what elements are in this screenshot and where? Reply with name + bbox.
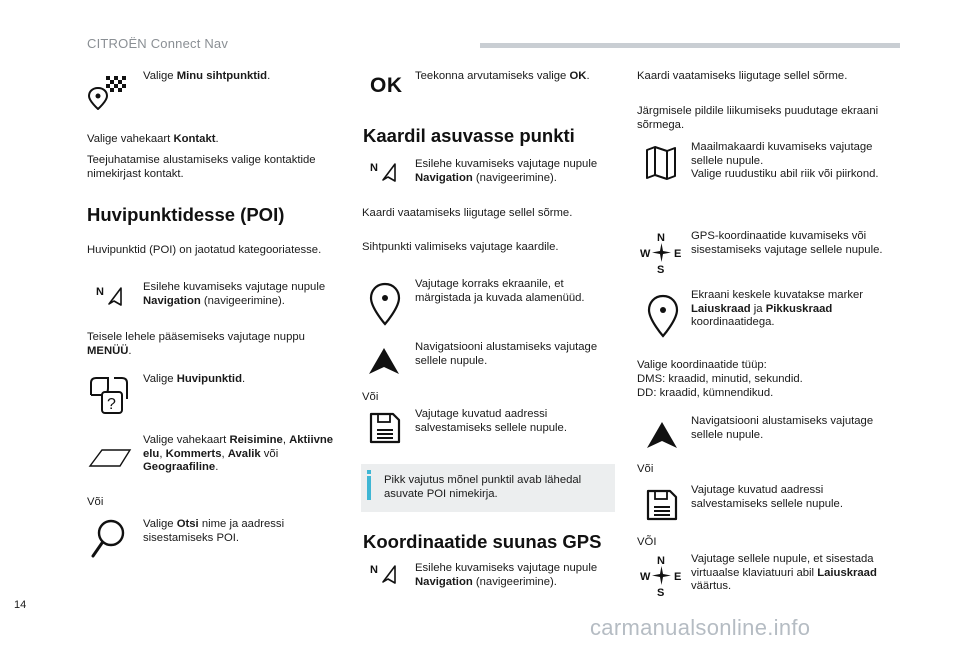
svg-text:W: W (640, 248, 651, 260)
text-c1-p3: Teejuhatamise alustamiseks valige kontaktide nimekirjast kontakt. (87, 154, 316, 180)
world-map-icon (644, 145, 678, 181)
text-c1-p2: Valige vahekaart Kontakt. (87, 133, 219, 145)
header-brand: CITROËN Connect Nav (87, 36, 229, 51)
text-c3-p1: Kaardi vaatamiseks liigutage sellel sõrme. (637, 70, 848, 82)
tab-parallelogram-icon (88, 448, 132, 468)
header-bar (480, 43, 900, 48)
svg-text:N: N (657, 232, 665, 244)
flag-pin-icon (86, 74, 130, 110)
navigation-icon (370, 562, 402, 586)
start-navigation-icon (645, 420, 679, 450)
text-c1-p7: Valige Huvipunktid. (143, 373, 246, 385)
compass-gps-icon (639, 230, 685, 274)
text-c3-p5: Ekraani keskele kuvatakse marker Laiuskraad ja Pikkuskraad koordinaatidega. (691, 289, 864, 328)
text-c1-p9: Või (87, 496, 104, 508)
text-c2-p5: Vajutage korraks ekraanile, et märgistada ja kuvada alamenüüd. (415, 278, 585, 304)
start-navigation-icon (367, 346, 401, 376)
text-c1-p6: Teisele lehele pääsemiseks vajutage nuppu MENÜÜ. (87, 331, 305, 357)
text-c2-p7: Või (362, 391, 379, 403)
svg-text:?: ? (107, 396, 116, 413)
text-c3-p7: Navigatsiooni alustamiseks vajutage sellele nupule. (691, 415, 874, 441)
svg-text:S: S (657, 587, 665, 597)
svg-text:E: E (674, 248, 682, 260)
text-c2-p9: Esilehe kuvamiseks vajutage nupule Navigation (navigeerimine). (415, 562, 598, 588)
nav-icon-n: N (96, 286, 104, 298)
heading-map-point: Kaardil asuvasse punkti (363, 125, 575, 146)
text-c3-p2: Järgmisele pildile liikumiseks puudutage ekraani sõrmega. (637, 105, 879, 131)
text-c3-p9: Vajutage kuvatud aadressi salvestamiseks sellele nupule. (691, 484, 843, 510)
text-c3-p6a: Valige koordinaatide tüüp: (637, 359, 767, 371)
save-icon (645, 488, 679, 522)
info-icon-dot (367, 470, 371, 474)
text-c1-p4: Huvipunktid (POI) on jaotatud kategooriatesse. (87, 244, 322, 256)
heading-gps: Koordinaatide suunas GPS (363, 531, 602, 552)
svg-text:W: W (640, 571, 651, 583)
svg-text:S: S (657, 264, 665, 274)
compass-gps-icon (639, 553, 685, 597)
navigation-icon (370, 160, 402, 184)
watermark: carmanualsonline.info (590, 615, 811, 640)
text-c2-p3: Kaardi vaatamiseks liigutage sellel sõrme. (362, 207, 573, 219)
text-c3-p4: GPS-koordinaatide kuvamiseks või sisestamiseks vajutage sellele nupule. (691, 230, 883, 256)
text-c3-p3b: Valige ruudustiku abil riik või piirkond. (691, 168, 879, 180)
text-c2-p8: Vajutage kuvatud aadressi salvestamiseks sellele nupule. (415, 408, 567, 434)
ok-icon: OK (370, 74, 403, 97)
svg-text:N: N (657, 555, 665, 567)
text-c1-p5: Esilehe kuvamiseks vajutage nupule Navigation (navigeerimine). (143, 281, 326, 307)
text-c3-p10: VÕI (637, 536, 657, 548)
poi-question-icon (88, 375, 130, 415)
text-c2-p6: Navigatsiooni alustamiseks vajutage sellele nupule. (415, 341, 598, 367)
info-note (361, 464, 615, 512)
text-c3-p8: Või (637, 463, 654, 475)
text-c1-p8: Valige vahekaart Reisimine, Aktiivne elu, Kommerts, Avalik või Geograafiline. (143, 434, 334, 473)
text-c3-p3a: Maailmakaardi kuvamiseks vajutage sellele nupule. (691, 141, 873, 167)
text-c2-p2: Esilehe kuvamiseks vajutage nupule Navigation (navigeerimine). (415, 158, 598, 184)
text-c3-p11: Vajutage sellele nupule, et sisestada virtuaalse klaviatuuri abil Laiuskraad väärtus. (691, 553, 877, 592)
text-c3-p6c: DD: kraadid, kümnendikud. (637, 387, 774, 399)
navigation-icon (96, 284, 128, 308)
svg-text:N: N (370, 162, 378, 174)
svg-text:N: N (370, 564, 378, 576)
map-pin-icon (646, 294, 680, 338)
text-c2-p4: Sihtpunkti valimiseks vajutage kaardile. (362, 241, 559, 253)
page-number: 14 (14, 599, 27, 611)
save-icon (368, 411, 402, 445)
text-c1-p1: Valige Minu sihtpunktid. (143, 70, 271, 82)
info-icon (367, 476, 371, 500)
heading-poi: Huvipunktidesse (POI) (87, 204, 285, 225)
search-icon (90, 518, 128, 560)
map-pin-icon (368, 282, 402, 326)
info-note-text: Pikk vajutus mõnel punktil avab lähedal asuvate POI nimekirja. (384, 474, 582, 500)
svg-text:E: E (674, 571, 682, 583)
text-c1-p10: Valige Otsi nime ja aadressi sisestamiseks POI. (143, 518, 285, 544)
text-c3-p6b: DMS: kraadid, minutid, sekundid. (637, 373, 803, 385)
text-c2-p1: Teekonna arvutamiseks valige OK. (415, 70, 590, 82)
